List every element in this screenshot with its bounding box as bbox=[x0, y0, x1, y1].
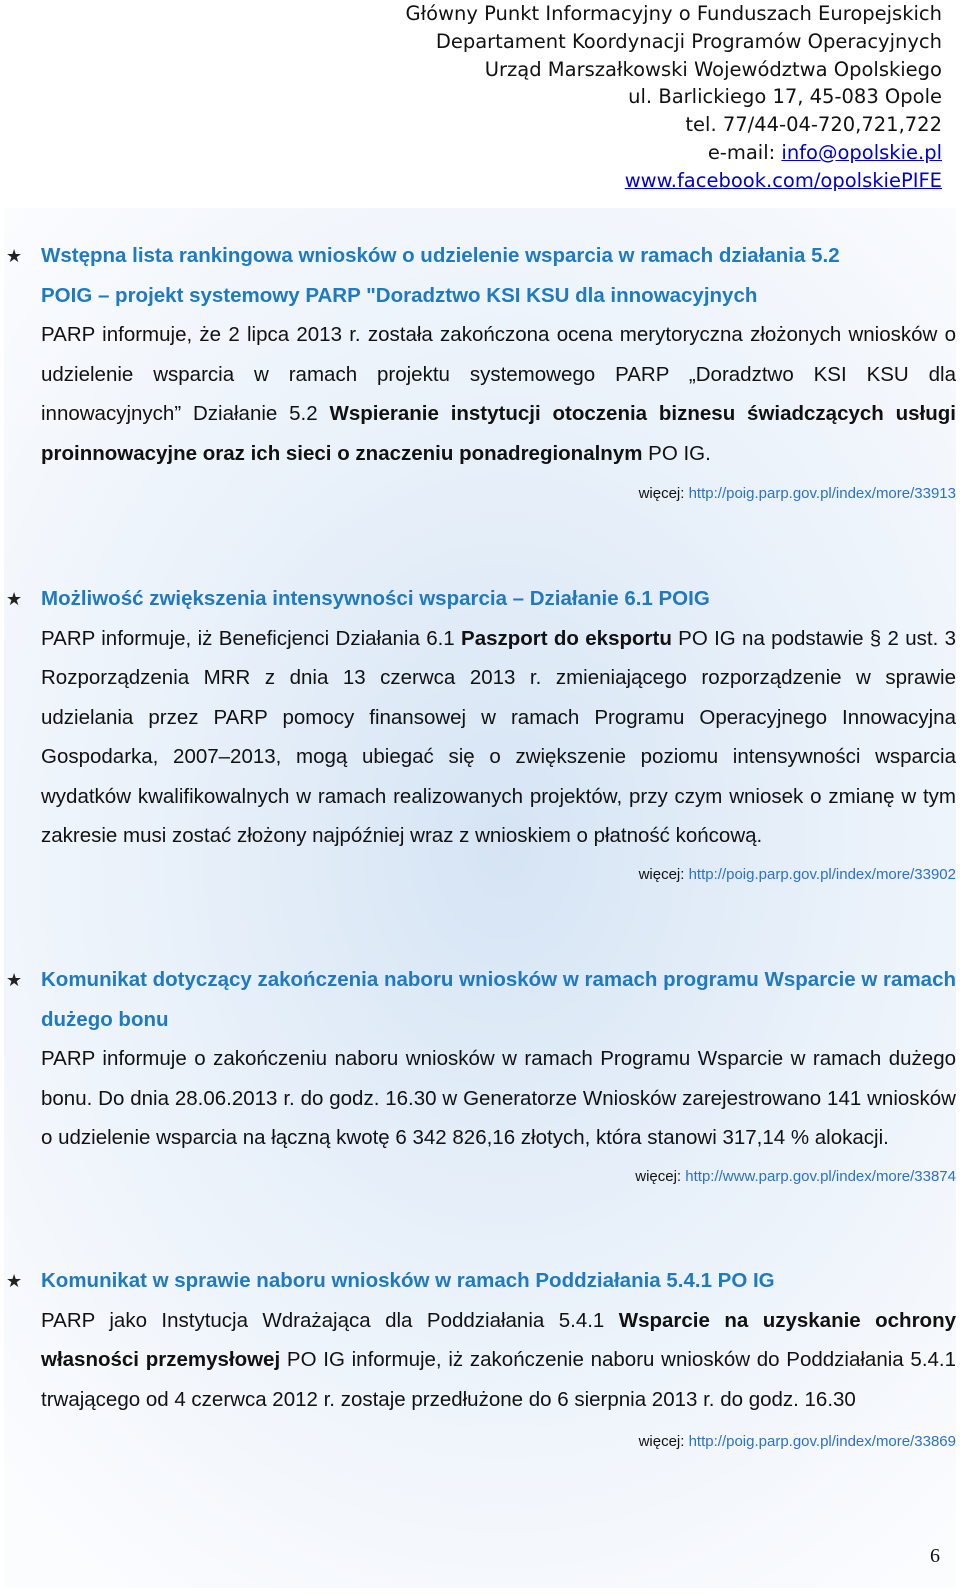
email-label: e-mail: bbox=[707, 140, 782, 164]
more-label: więcej: bbox=[638, 865, 689, 883]
article-text-bold: Wspieranie instytucji otoczenia biznesu świadczących usługi proinnowacyjne oraz ich sieci o znaczeniu ponadregionalnym bbox=[41, 402, 956, 465]
article-title-line: POIG – projekt systemowy PARP "Doradztwo KSI KSU dla innowacyjnych bbox=[41, 283, 758, 307]
star-bullet-icon: ★ bbox=[6, 970, 23, 991]
header-line: Departament Koordynacji Programów Operacyjnych bbox=[435, 29, 942, 53]
more-link[interactable]: http://www.parp.gov.pl/index/more/33874 bbox=[685, 1167, 956, 1185]
article-text: PARP informuje, iż Beneficjenci Działania 6.1 Paszport do eksportu PO IG na podstawie § 2 ust. 3 Rozporządzenia MRR z dnia 13 czerwca 2013 r. zmieniającego rozporządzenie w sprawie udzielania przez PARP pomocy finansowej w ramach Programu Operacyjnego Innowacyjna Gospodarka, 2007–2013, mogą ubiegać się o zwiększenie poziomu intensywności wsparcia wydatków kwalifikowalnych w ramach realizowanych projektów, przy czym wniosek o zmianę w tym zakresie musi zostać złożony najpóźniej wraz z wnioskiem o płatność końcową. bbox=[41, 626, 956, 847]
article-3 bbox=[6, 960, 956, 1188]
article-text: PARP informuje o zakończeniu naboru wniosków w ramach Programu Wsparcie w ramach dużego bonu. Do dnia 28.06.2013 r. do godz. 16.30 w Generatorze Wniosków zarejestrowano 141 wniosków o udzielenie wsparcia na łączną kwotę 6 342 826,16 złotych, która stanowi 317,14 % alokacji. bbox=[41, 1047, 956, 1149]
more-link-row bbox=[41, 1431, 956, 1453]
article-title bbox=[41, 236, 956, 315]
more-label: więcej: bbox=[638, 485, 689, 502]
facebook-link[interactable]: www.facebook.com/opolskiePIFE bbox=[624, 168, 942, 192]
star-bullet-icon: ★ bbox=[6, 1271, 23, 1292]
article-4 bbox=[6, 1261, 957, 1453]
article-text-bold: Paszport do eksportu bbox=[461, 626, 672, 650]
article-text-bold: Wsparcie na uzyskanie ochrony własności przemysłowej bbox=[41, 1308, 956, 1371]
star-bullet-icon: ★ bbox=[6, 589, 23, 610]
more-link-row bbox=[41, 864, 956, 886]
header-line: Główny Punkt Informacyjny o Funduszach Europejskich bbox=[405, 2, 942, 25]
article-title-line: Wstępna lista rankingowa wniosków o udzielenie wsparcia w ramach działania 5.2 bbox=[41, 244, 840, 267]
more-link[interactable]: http://poig.parp.gov.pl/index/more/33869 bbox=[688, 1433, 956, 1450]
header-line: Urząd Marszałkowski Województwa Opolskiego bbox=[484, 57, 942, 81]
article-title: Komunikat w sprawie naboru wniosków w ramach Poddziałania 5.4.1 PO IG bbox=[41, 1269, 775, 1292]
header-phone: tel. 77/44-04-720,721,722 bbox=[685, 113, 942, 137]
email-link[interactable]: info@opolskie.pl bbox=[781, 140, 942, 164]
header-address: ul. Barlickiego 17, 45-083 Opole bbox=[628, 85, 942, 109]
header-email-line bbox=[242, 139, 942, 167]
more-link-row bbox=[41, 483, 956, 505]
article-1 bbox=[6, 236, 956, 505]
more-label: więcej: bbox=[638, 1433, 689, 1450]
article-text: PARP jako Instytucja Wdrażająca dla Poddziałania 5.4.1 Wsparcie na uzyskanie ochrony własności przemysłowej PO IG informuje, iż zakończenie naboru wniosków do Poddziałania 5.4.1 trwającego od 4 czerwca 2012 r. zostaje przedłużone do 6 sierpnia 2013 r. do godz. 16.30 bbox=[41, 1308, 957, 1411]
article-title: Możliwość zwiększenia intensywności wsparcia – Działanie 6.1 POIG bbox=[41, 587, 710, 610]
star-bullet-icon: ★ bbox=[6, 246, 23, 267]
article-title: Komunikat dotyczący zakończenia naboru wniosków w ramach programu Wsparcie w ramach dużego bonu bbox=[41, 968, 956, 1031]
article-2 bbox=[6, 579, 956, 886]
article-text: PARP informuje, że 2 lipca 2013 r. została zakończona ocena merytoryczna złożonych wniosków o udzielenie wsparcia w ramach projektu systemowego PARP „Doradztwo KSI KSU dla innowacyjnych” Działanie 5.2 Wspieranie instytucji otoczenia biznesu świadczących usługi proinnowacyjne oraz ich sieci o znaczeniu ponadregionalnym PO IG. bbox=[41, 323, 956, 465]
contact-header bbox=[242, 0, 942, 195]
page-number: 6 bbox=[930, 1545, 940, 1567]
more-link[interactable]: http://poig.parp.gov.pl/index/more/33902 bbox=[688, 865, 956, 883]
more-link[interactable]: http://poig.parp.gov.pl/index/more/33913 bbox=[688, 485, 956, 502]
more-label: więcej: bbox=[635, 1167, 686, 1185]
more-link-row bbox=[41, 1166, 956, 1188]
